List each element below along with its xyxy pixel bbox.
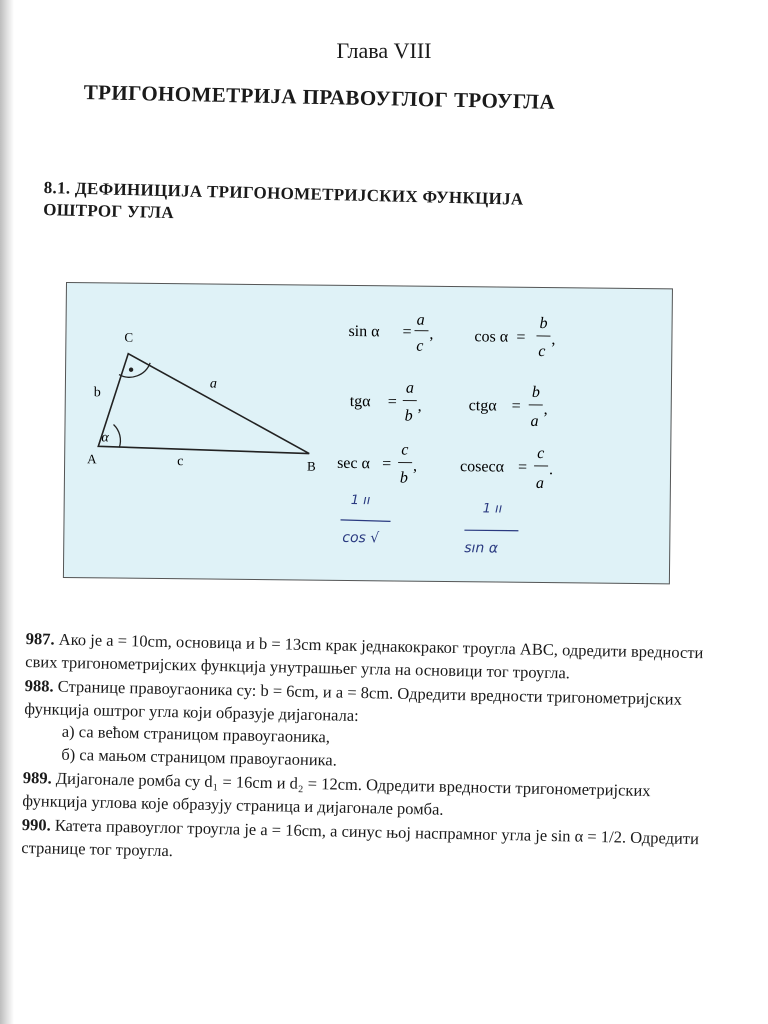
svg-text:b: b <box>399 469 409 487</box>
svg-text:sin α: sin α <box>348 322 380 341</box>
vertex-b-label: B <box>307 458 316 474</box>
formula-tg <box>350 379 422 425</box>
handwritten-note-cosec <box>464 501 519 557</box>
definition-figure <box>63 282 673 584</box>
svg-text:=: = <box>402 323 412 341</box>
svg-text:,: , <box>543 401 548 419</box>
problem-number: 990. <box>21 814 51 835</box>
svg-text:,: , <box>413 457 418 475</box>
problem-number: 988. <box>24 675 54 696</box>
problem-text: Странице правоугаоника су: b = 6cm, и a = 8cm. Одредити вредности тригонометријских функција оштрог угла који образује дијагонала: <box>24 676 683 725</box>
problem-text: Катета правоуглог троугла је a = 16cm, а синус њој наспрамног угла је sin α = 1/2. Одредити странице тог троугла. <box>21 815 700 860</box>
svg-text:=: = <box>517 458 528 476</box>
formula-sec <box>337 441 417 487</box>
section-number: 8.1. <box>43 177 71 198</box>
right-angle-dot <box>129 367 133 371</box>
formula-ctg <box>468 383 547 430</box>
problem-item-b: б) са мањом страницом правоугаоника. <box>61 744 338 770</box>
side-a-label: a <box>209 376 218 392</box>
svg-text:a: a <box>416 311 425 329</box>
section-heading <box>43 177 664 236</box>
svg-text:a: a <box>405 379 414 397</box>
problem-number: 989. <box>22 767 52 788</box>
svg-text:sın α: sın α <box>464 540 499 557</box>
svg-text:b: b <box>531 383 540 401</box>
vertex-c-label: C <box>124 329 134 345</box>
svg-text:c: c <box>537 444 545 463</box>
side-c-label: c <box>177 454 184 470</box>
svg-text:tgα: tgα <box>349 392 371 411</box>
section-title-line1: ДЕФИНИЦИЈА ТРИГОНОМЕТРИЈСКИХ ФУНКЦИЈА <box>74 178 524 209</box>
svg-text:.: . <box>548 461 554 479</box>
svg-text:cos √: cos √ <box>342 529 380 547</box>
problem-text: Ако је a = 10cm, основица и b = 13cm крак једнакокраког троугла ABC, одредити вредности свих тригонометријских функција унутрашњег угла на основици тог троугла. <box>25 629 704 682</box>
angle-alpha-label: α <box>101 430 109 446</box>
svg-text:b: b <box>404 407 413 425</box>
svg-text:sec α: sec α <box>337 454 371 473</box>
svg-text:c: c <box>401 441 409 459</box>
problem-988 <box>23 675 705 779</box>
figure-svg <box>64 283 672 583</box>
svg-text:,: , <box>429 325 434 343</box>
svg-text:1 ıı: 1 ıı <box>482 501 503 517</box>
svg-text:1 ıı: 1 ıı <box>350 492 371 509</box>
chapter-title: ТРИГОНОМЕТРИЈА ПРАВОУГЛОГ ТРОУГЛА <box>83 80 556 114</box>
problem-text: Дијагонале ромба су d₁ = 16cm и d₂ = 12cm. Одредити вредности тригонометријских функција углова које образују страница и дијагонале ромба. <box>22 768 651 819</box>
formula-cosec <box>460 444 553 492</box>
problem-item-a: а) са већом страницом правоугаоника, <box>61 721 331 747</box>
svg-text:a: a <box>530 412 539 430</box>
chapter-heading: Глава VIII <box>336 38 432 63</box>
formula-sin <box>348 311 433 355</box>
svg-text:,: , <box>417 397 422 415</box>
svg-text:=: = <box>516 328 526 346</box>
problems-list <box>21 628 706 875</box>
svg-text:ctgα: ctgα <box>468 397 497 415</box>
section-title-line2: ОШТРОГ УГЛА <box>42 199 175 223</box>
svg-text:a: a <box>535 474 545 493</box>
svg-text:=: = <box>387 393 397 411</box>
svg-text:c: c <box>538 342 546 361</box>
alpha-angle-arc <box>113 425 120 448</box>
handwritten-note-sec <box>340 493 391 547</box>
svg-text:b: b <box>539 314 548 333</box>
side-b-label: b <box>93 385 101 401</box>
svg-text:=: = <box>382 455 392 473</box>
svg-text:,: , <box>551 331 556 349</box>
svg-text:c: c <box>416 337 424 355</box>
svg-text:=: = <box>511 397 521 415</box>
formula-cos <box>474 314 555 360</box>
svg-text:cos α: cos α <box>474 328 509 346</box>
page-edge-shadow <box>0 0 14 1024</box>
problem-number: 987. <box>25 628 55 649</box>
svg-text:cosecα: cosecα <box>459 458 505 476</box>
vertex-a-label: A <box>87 451 97 467</box>
